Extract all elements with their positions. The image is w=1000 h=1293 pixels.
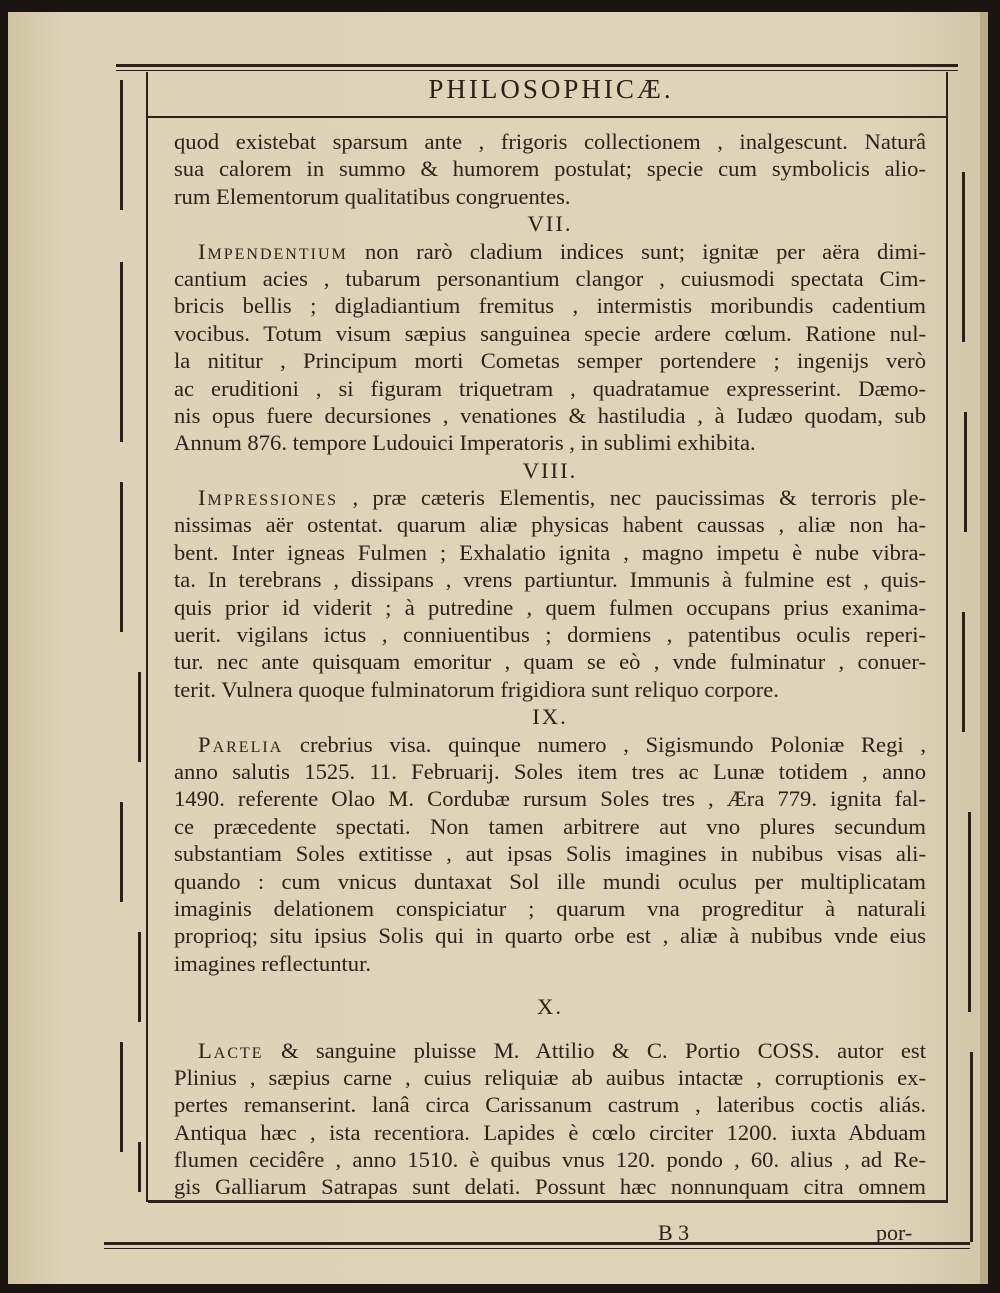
- left-margin-mark: [120, 802, 123, 902]
- footer-rule-thin: [104, 1248, 970, 1249]
- text-line: sua calorem in summo & humorem postulat; specie cum symbolicis alio-: [174, 156, 926, 182]
- text-line: cantium acies , tubarum personantium clangor , cuiusmodi spectata Cim-: [174, 265, 926, 291]
- text-line: substantiam Soles extitisse , aut ipsas Solis imagines in nubibus visas ali-: [174, 841, 926, 867]
- page-body: [174, 128, 926, 1201]
- right-margin-mark: [962, 172, 965, 342]
- section-heading: VIII.: [522, 457, 578, 483]
- text-line: 1490. referente Olao M. Cordubæ rursum Soles tres , Æra 779. ignita fal-: [174, 786, 926, 812]
- text-line: proprioq; situ ipsius Solis qui in quarto orbe est , aliæ à nubibus vnde eius: [174, 923, 926, 949]
- text-line: quando : cum vnicus duntaxat Sol ille mundi oculus per multiplicatam: [174, 868, 926, 894]
- text-line: ta. In terebrans , dissipans , vrens partiuntur. Immunis à fulmine est , quis-: [174, 567, 926, 593]
- text-line: tur. nec ante quisquam emoritur , quam se eò , vnde fulminatur , conuer-: [174, 649, 926, 675]
- text-line: rum Elementorum qualitatibus congruentes.: [174, 183, 571, 209]
- book-page: [8, 12, 988, 1284]
- text-line: uerit. vigilans ictus , conniuentibus ; dormiens , patentibus oculis reperi-: [174, 622, 926, 648]
- text-line: quod existebat sparsum ante , frigoris collectionem , inalgescunt. Naturâ: [174, 129, 926, 154]
- lead-word: Lacte: [198, 1037, 264, 1063]
- text-line: Antiqua hæc , ista recentiora. Lapides è cœlo circiter 1200. iuxta Abduam: [174, 1119, 926, 1145]
- right-margin-mark: [962, 612, 965, 732]
- text-line: terit. Vulnera quoque fulminatorum frigidiora sunt reliquo corpore.: [174, 676, 779, 702]
- top-rule: [116, 64, 958, 67]
- left-margin-mark: [120, 262, 123, 442]
- text-line: Parelia crebrius visa. quinque numero , Sigismundo Poloniæ Regi ,: [198, 731, 926, 757]
- left-margin-mark: [138, 1142, 141, 1192]
- left-margin-mark: [138, 672, 141, 762]
- catchword: por-: [876, 1220, 913, 1245]
- left-margin-mark: [120, 482, 123, 632]
- lead-word: Impressiones: [198, 485, 339, 511]
- text-line: Lacte & sanguine pluisse M. Attilio & C. Portio COSS. autor est: [198, 1037, 926, 1063]
- right-margin-mark: [964, 412, 967, 532]
- left-margin-mark: [138, 932, 141, 1022]
- text-line: ce præcedente spectati. Non tamen arbitrere aut vno plures secundum: [174, 813, 926, 839]
- left-frame-line: [146, 72, 148, 1202]
- footer-rule: [104, 1242, 970, 1245]
- lead-word: Impendentium: [198, 238, 348, 264]
- top-rule-thin: [116, 70, 958, 71]
- text-line: quis prior id viderit ; à putredine , quem fulmen occupans prius exanima-: [174, 594, 926, 620]
- text-line: Impressiones , præ cæteris Elementis, nec paucissimas & terroris ple-: [198, 485, 926, 511]
- header-rule: [148, 116, 948, 118]
- text-line: Annum 876. tempore Ludouici Imperatoris , in sublimi exhibita.: [174, 430, 756, 456]
- right-frame-line: [946, 72, 948, 1202]
- text-line: la nititur , Principum morti Cometas semper portendere ; ingenijs verò: [174, 348, 926, 374]
- text-line: bent. Inter igneas Fulmen ; Exhalatio ignita , magno impetu è nube vibra-: [174, 539, 926, 565]
- right-margin-mark: [970, 1052, 973, 1242]
- text-line: anno salutis 1525. 11. Februarij. Soles item tres ac Lunæ totidem , anno: [174, 758, 926, 784]
- text-line: Impendentium non rarò cladium indices sunt; ignitæ per aëra dimi-: [198, 238, 926, 264]
- left-margin-mark: [120, 80, 123, 210]
- signature-mark: B 3: [658, 1220, 690, 1245]
- text-line: bricis bellis ; digladiantium fremitus , intermistis moribundis cadentium: [174, 293, 926, 319]
- text-line: imaginis delationem conspiciatur ; quarum vna progreditur à naturali: [174, 895, 926, 921]
- text-line: nissimas aër ostentat. quarum aliæ physicas habent caussas , aliæ non ha-: [174, 512, 926, 538]
- text-line: flumen cecidêre , anno 1510. è quibus vnus 120. pondo , 60. alius , ad Re-: [174, 1147, 926, 1173]
- section-heading: VII.: [527, 211, 573, 237]
- text-line: vocibus. Totum visum sæpius sanguinea specie ardere cœlum. Ratione nul-: [174, 320, 926, 346]
- text-line: Plinius , sæpius carne , cuius reliquiæ ab auibus intactæ , corruptionis ex-: [174, 1064, 926, 1090]
- lead-word: Parelia: [198, 731, 284, 757]
- text-line: imagines reflectuntur.: [174, 950, 371, 976]
- text-line: nis opus fuere decursiones , venationes & hastiludia , à Iudæo quodam, sub: [174, 402, 926, 428]
- right-margin-mark: [968, 812, 971, 1012]
- section-heading: IX.: [532, 704, 568, 730]
- text-line: pertes remanserint. lanâ circa Carissanum castrum , lateribus coctis aliás.: [174, 1092, 926, 1118]
- text-line: gis Galliarum Satrapas sunt delati. Possunt hæc nonnunquam citra omnem: [174, 1174, 926, 1200]
- right-edge-shadow: [980, 12, 988, 1284]
- section-heading: X.: [537, 994, 563, 1020]
- text-line: ac eruditioni , si figuram triquetram , quadratamue expresserint. Dæmo-: [174, 375, 926, 401]
- running-header: PHILOSOPHICÆ.: [428, 74, 674, 104]
- left-margin-mark: [120, 1042, 123, 1152]
